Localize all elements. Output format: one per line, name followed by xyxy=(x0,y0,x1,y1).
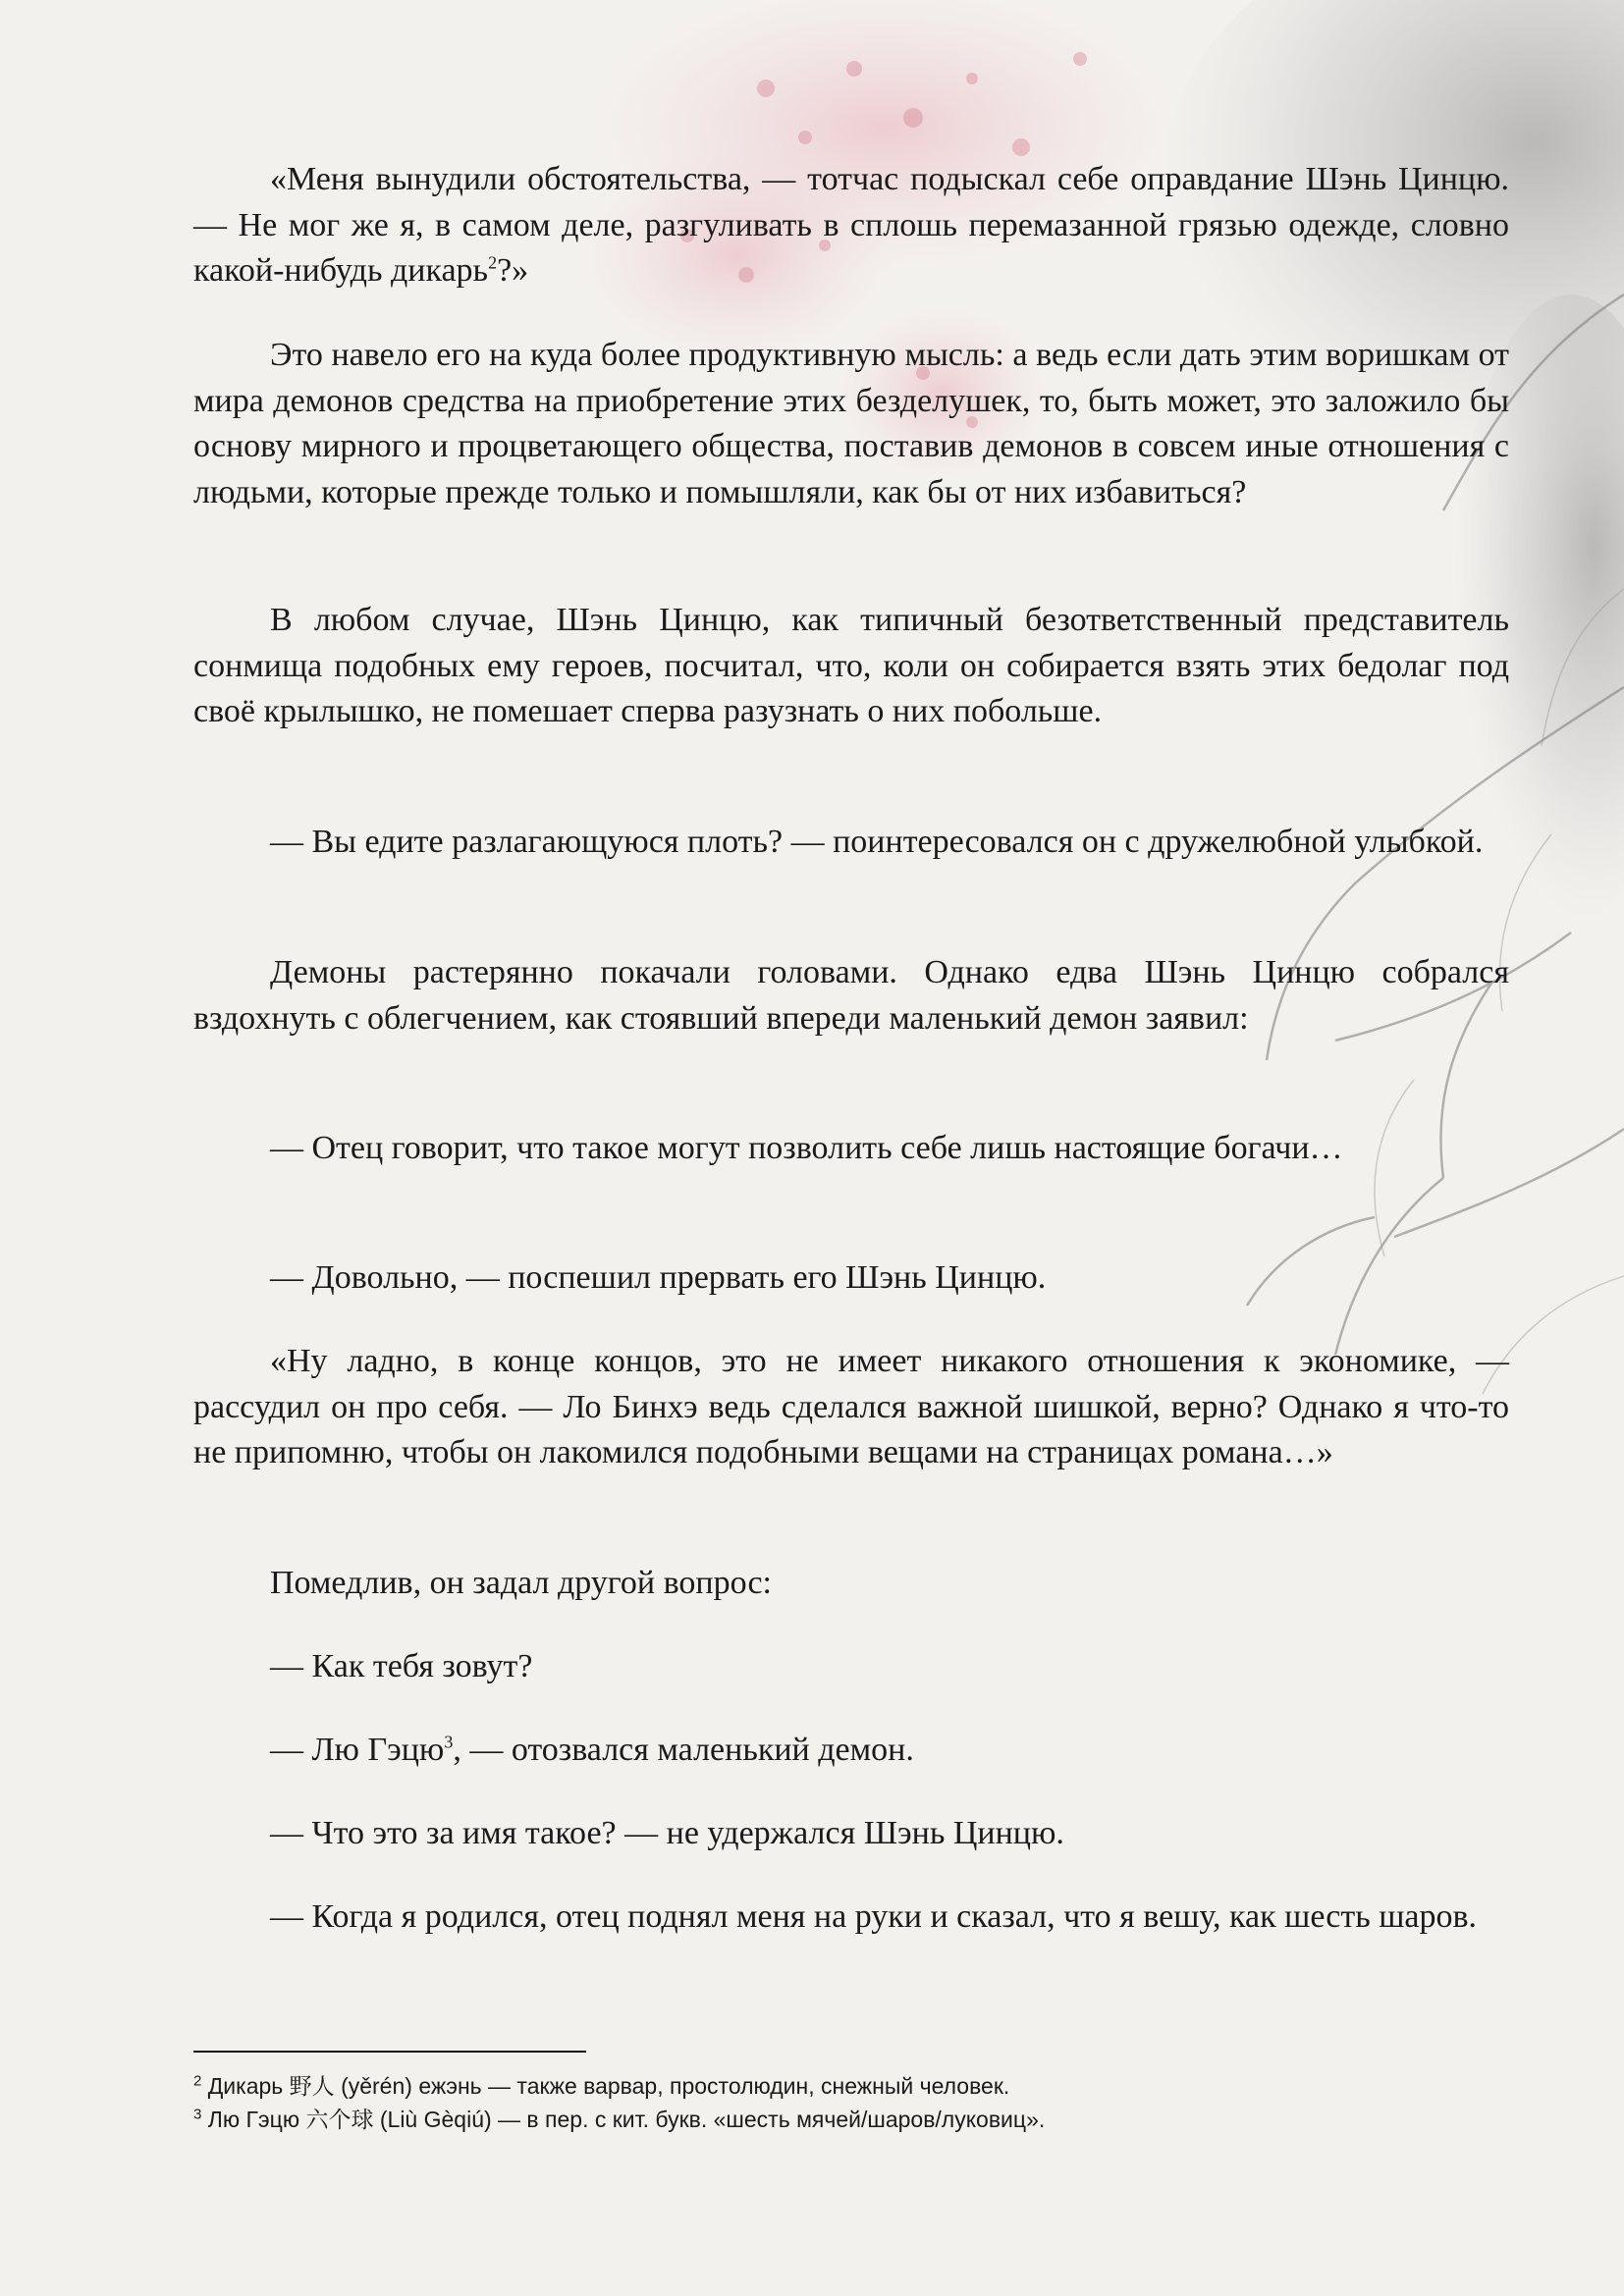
footnote-ref: 2 xyxy=(488,252,498,273)
paragraph: — Что это за имя такое? — не удержался Шэнь Цинцю. xyxy=(270,1815,1064,1851)
paragraph: — Отец говорит, что такое могут позволить себе лишь настоящие богачи… xyxy=(270,1130,1343,1166)
footnote xyxy=(193,2069,1509,2103)
footnote-number: 3 xyxy=(193,2106,202,2123)
paragraph: — Как тебя зовут? xyxy=(270,1648,533,1684)
paragraph: — Довольно, — поспешил прервать его Шэнь Цинцю. xyxy=(270,1259,1047,1296)
paragraph: «Ну ладно, в конце концов, это не имеет никакого отношения к экономике, — рассудил он про себя. — Ло Бинхэ ведь сделался важной шишкой, верно? Однако я что-то не припомню, чтобы он лакомился подобными вещами на страницах романа…» xyxy=(193,1343,1509,1470)
paragraph: — Вы едите разлагающуюся плоть? — поинтересовался он с дружелюбной улыбкой. xyxy=(270,824,1484,860)
footnote-ref: 3 xyxy=(444,1732,454,1752)
paragraph: — Лю Гэцю$^3$, — отозвался маленький демон. xyxy=(270,1732,914,1768)
paragraph: Демоны растерянно покачали головами. Однако едва Шэнь Цинцю собрался вздохнуть с облегчением, как стоявший впереди маленький демон заявил: xyxy=(193,954,1509,1037)
footnote-number: 2 xyxy=(193,2072,202,2090)
footnote xyxy=(193,2103,1509,2136)
footnote-text: Лю Гэцю 六个球 (Liù Gèqiú) — в пер. с кит. букв. «шесть мячей/шаров/луковиц». xyxy=(207,2107,1046,2132)
paragraph: В любом случае, Шэнь Цинцю, как типичный безответственный представитель сонмища подобных ему героев, посчитал, что, коли он собирается взять этих бедолаг под своё крылышко, не помешает сперва разузнать о них побольше. xyxy=(193,602,1509,729)
footnotes xyxy=(193,2069,1509,2136)
footnote-separator xyxy=(193,2051,586,2053)
paragraph: «Меня вынудили обстоятельства, — тотчас подыскал себе оправдание Шэнь Цинцю. — Не мог же я, в самом деле, разгуливать в сплошь перемазанной грязью одежде, словно какой-нибудь дикарь$^2$?» xyxy=(193,161,1509,289)
paragraph: Помедлив, он задал другой вопрос: xyxy=(270,1565,772,1601)
paragraph: Это навело его на куда более продуктивную мысль: а ведь если дать этим воришкам от мира демонов средства на приобретение этих безделушек, то, быть может, это заложило бы основу мирного и процветающего общества, поставив демонов в совсем иные отношения с людьми, которые прежде только и помышляли, как бы от них избавиться? xyxy=(193,337,1509,510)
footnote-text: Дикарь 野人 (yěrén) ежэнь — также варвар, простолюдин, снежный человек. xyxy=(207,2073,1010,2099)
paragraph: — Когда я родился, отец поднял меня на руки и сказал, что я вешу, как шесть шаров. xyxy=(270,1898,1478,1935)
